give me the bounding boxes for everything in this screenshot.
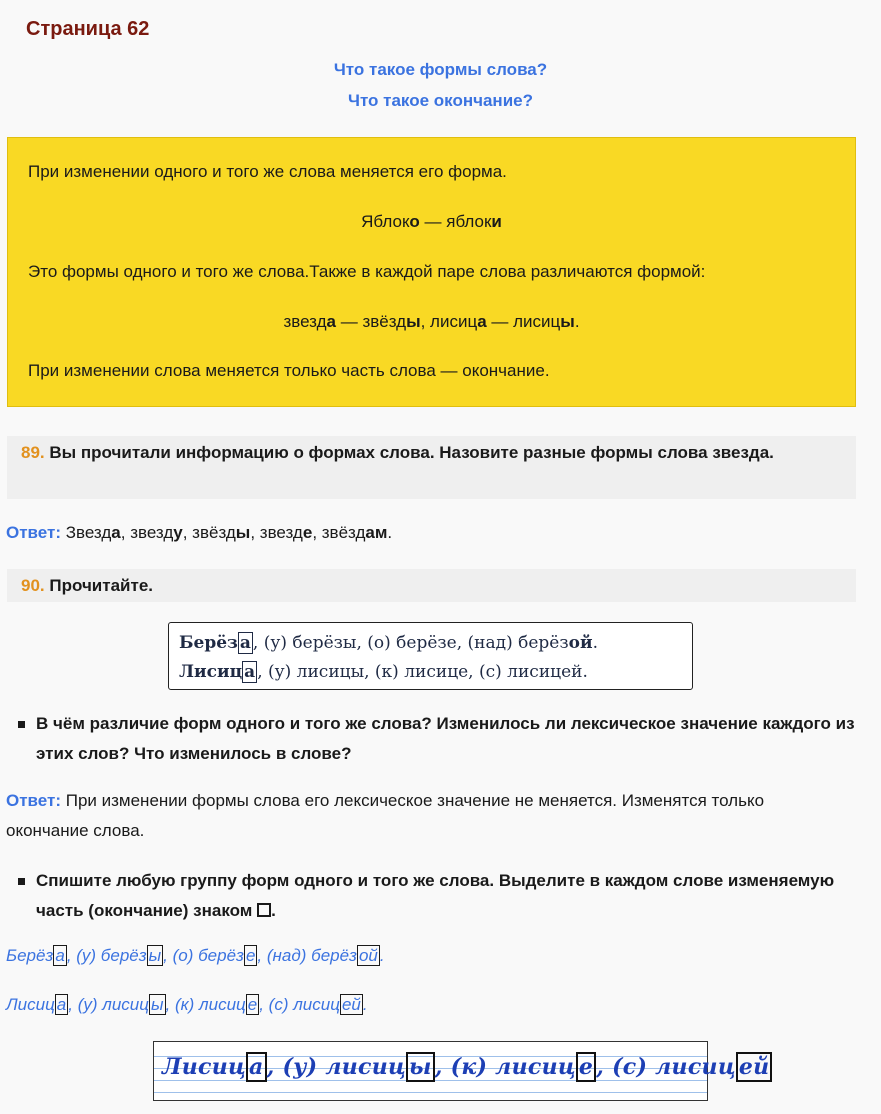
rule-example-ending: ы — [560, 312, 575, 331]
answer-punct: . — [379, 946, 385, 965]
task-89-heading — [7, 436, 856, 499]
answer-ending: а — [111, 523, 121, 542]
answer-line-bereza — [6, 946, 385, 966]
topic-question-ending: Что такое окончание? — [348, 91, 533, 110]
answer-stem: (у) берёз — [76, 946, 147, 965]
ending-box: ы — [148, 946, 162, 965]
rule-example-1 — [28, 212, 835, 232]
answer-stem: (над) берёз — [266, 946, 357, 965]
ending-box: е — [247, 995, 258, 1014]
ending-box: ы — [150, 995, 164, 1014]
rule-example-ending: и — [491, 212, 502, 231]
rule-line-1: При изменении одного и того же слова меняется его форма. — [28, 162, 507, 181]
rule-example-dash: — — [335, 312, 363, 331]
answer-stem: (к) лисиц — [174, 995, 246, 1014]
ending-box: ы — [406, 1052, 435, 1082]
handwritten-punct: , — [434, 1054, 451, 1080]
task-text: Вы прочитали информацию о формах слова. Назовите разные формы слова звезда. — [49, 443, 774, 462]
answer-stem: Лисиц — [6, 995, 55, 1014]
page-title: Страница 62 — [26, 18, 150, 40]
ending-box: е — [245, 946, 256, 965]
task-90-question-1: В чём различие форм одного и того же слова? Изменилось ли лексическое значение каждого из этих слов? Что изменилось в слове? — [18, 709, 858, 769]
ending-box: ой — [358, 946, 378, 965]
handwritten-punct: , — [266, 1054, 283, 1080]
task-number: 89. — [21, 443, 45, 462]
answer-stem: Берёз — [6, 946, 54, 965]
ending-box: е — [576, 1052, 596, 1082]
answer-stem: звезд — [259, 523, 303, 542]
rule-example-2 — [28, 312, 835, 332]
rule-example-ending: ы — [406, 312, 421, 331]
task-90-answer — [6, 786, 846, 846]
answer-label: Ответ: — [6, 523, 61, 542]
answer-punct: . — [362, 995, 368, 1014]
rule-example-ending: о — [409, 212, 420, 231]
answer-stem: звёзд — [192, 523, 236, 542]
answer-punct: , — [182, 523, 193, 542]
word-forms-table — [168, 622, 693, 690]
question-dot: . — [271, 901, 276, 920]
rule-line-3: При изменении слова меняется только часть слова — окончание. — [28, 361, 550, 380]
handwritten-stem: (с) лисиц — [612, 1054, 736, 1080]
rule-example-word: лисиц — [513, 312, 561, 331]
handwritten-stem: (у) лисиц — [282, 1054, 406, 1080]
answer-stem: звёзд — [321, 523, 366, 542]
rule-box — [7, 137, 856, 407]
answer-stem: (с) лисиц — [268, 995, 340, 1014]
task-90-question-2 — [18, 866, 858, 926]
rule-example-dash: — — [419, 212, 447, 231]
answer-stem: (о) берёз — [172, 946, 244, 965]
task-text: Прочитайте. — [49, 576, 153, 595]
rule-example-word: лисиц — [430, 312, 478, 331]
rule-line-2: Это формы одного и того же слова.Также в каждой паре слова различаются формой: — [28, 262, 706, 281]
answer-text: При изменении формы слова его лексическое значение не меняется. Изменятся только окончание слова. — [6, 791, 765, 840]
answer-stem: звезд — [130, 523, 174, 542]
answer-label: Ответ: — [6, 791, 61, 810]
ending-box: а — [55, 946, 65, 965]
answer-punct: . — [387, 523, 393, 542]
answer-punct: , — [312, 523, 322, 542]
answer-ending: ы — [235, 523, 251, 542]
answer-ending: ам — [365, 523, 388, 542]
answer-punct: , — [163, 946, 173, 965]
ending-box: а — [239, 633, 251, 653]
answer-words — [66, 523, 392, 542]
word-forms-headword: Берёз — [179, 633, 238, 653]
answer-punct: , — [259, 995, 269, 1014]
word-forms-list: , (у) берёзы, (о) берёзе, (над) берёз — [252, 633, 569, 653]
rule-example-ending: а — [326, 312, 336, 331]
handwritten-stem: (к) лисиц — [450, 1054, 576, 1080]
answer-punct: , — [120, 523, 131, 542]
rule-example-word: звёзд — [362, 312, 407, 331]
rule-example-ending: а — [477, 312, 487, 331]
answer-punct: , — [165, 995, 175, 1014]
word-forms-row-lisitsa — [179, 658, 682, 687]
ending-box: ей — [341, 995, 361, 1014]
word-forms-dot: . — [592, 633, 599, 653]
answer-punct: , — [68, 995, 78, 1014]
answer-punct: , — [250, 523, 260, 542]
task-90-heading — [7, 569, 856, 602]
answer-punct: , — [66, 946, 77, 965]
rule-example-dash: — — [486, 312, 514, 331]
answer-punct: , — [257, 946, 267, 965]
handwritten-stem: Лисиц — [162, 1054, 247, 1080]
answer-stem: (у) лисиц — [77, 995, 149, 1014]
rule-example-word: звезд — [283, 312, 327, 331]
handwritten-text — [162, 1054, 772, 1080]
word-forms-list: , (у) лисицы, (к) лисице, (с) лисицей. — [257, 662, 588, 682]
task-89-answer — [6, 518, 392, 548]
handwritten-punct: , — [596, 1054, 613, 1080]
answer-line-lisitsa — [6, 995, 368, 1015]
answer-ending: е — [302, 523, 313, 542]
word-forms-ending: ой — [568, 633, 593, 653]
ending-box: а — [244, 662, 256, 682]
rule-example-dot: . — [574, 312, 580, 331]
answer-stem: Звезд — [65, 523, 112, 542]
rule-example-sep: , — [420, 312, 431, 331]
rule-example-word: Яблок — [361, 212, 410, 231]
task-number: 90. — [21, 576, 45, 595]
topic-question-forms: Что такое формы слова? — [333, 60, 548, 79]
square-box-icon — [257, 903, 271, 917]
word-forms-row-bereza — [179, 629, 682, 658]
ending-box: а — [56, 995, 67, 1014]
ending-box: а — [246, 1052, 267, 1082]
handwritten-copybook — [153, 1041, 770, 1101]
answer-ending: у — [173, 523, 183, 542]
ending-box: ей — [736, 1052, 773, 1082]
copybook-rule-line — [154, 1092, 707, 1093]
word-forms-headword: Лисиц — [179, 662, 243, 682]
rule-example-word: яблок — [446, 212, 492, 231]
question-text: Спишите любую группу форм одного и того же слова. Выделите в каждом слове изменяемую часть (окончание) знаком — [36, 871, 835, 920]
